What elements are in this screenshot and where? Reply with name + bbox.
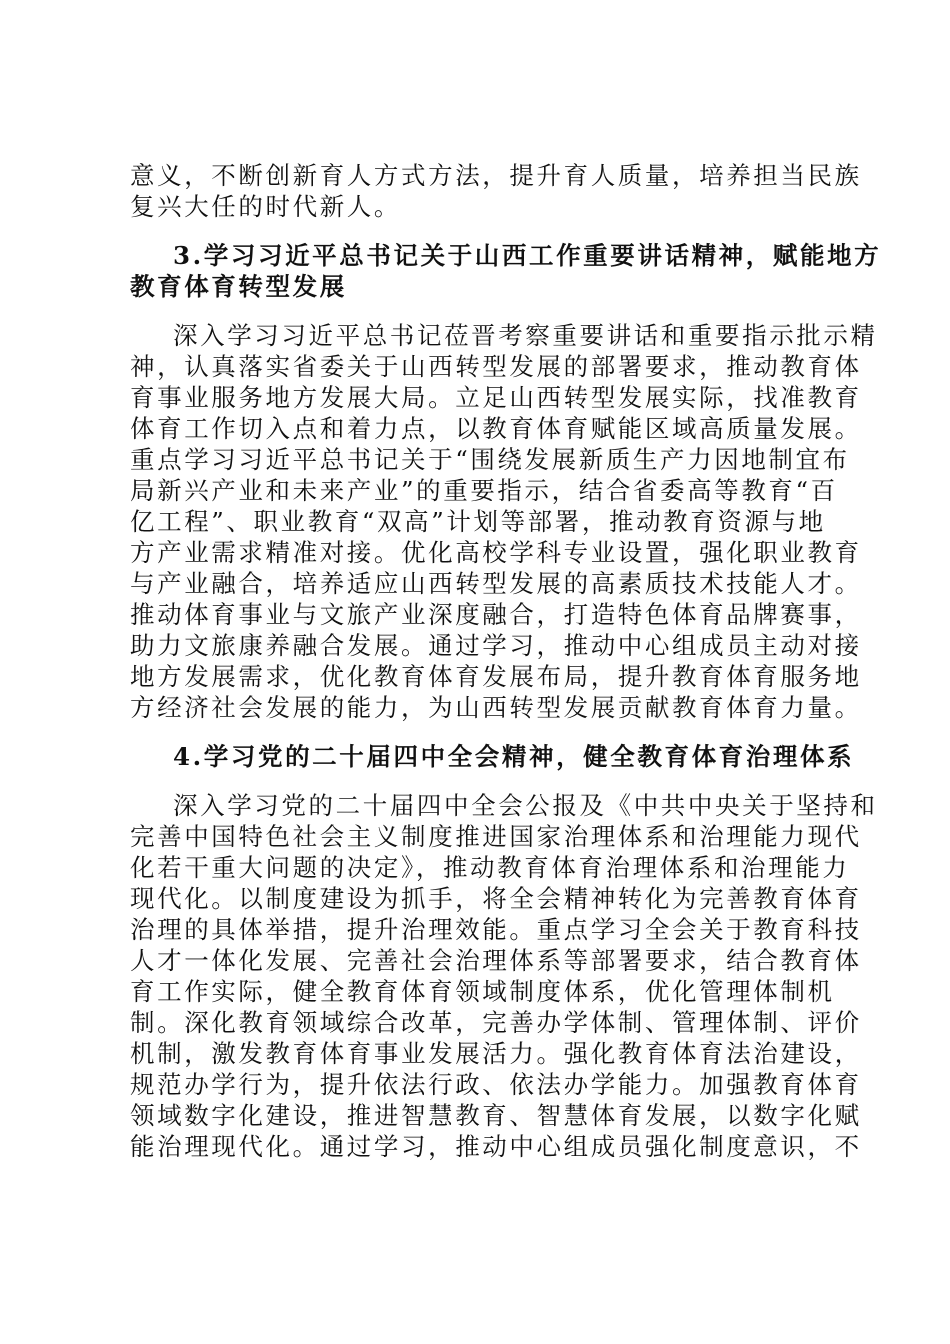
text-line: 方产业需求精准对接。优化高校学科专业设置，强化职业教育	[130, 538, 862, 567]
paragraph-continuation	[130, 160, 862, 222]
text-line: 神，认真落实省委关于山西转型发展的部署要求，推动教育体	[130, 352, 862, 381]
text-line: 育事业服务地方发展大局。立足山西转型发展实际，找准教育	[130, 383, 862, 412]
text-line: 体育工作切入点和着力点，以教育体育赋能区域高质量发展。	[130, 414, 862, 443]
text-line: 化若干重大问题的决定》，推动教育体育治理体系和治理能力	[130, 853, 850, 882]
text-line: 领域数字化建设，推进智慧教育、智慧体育发展，以数字化赋	[130, 1101, 862, 1130]
section-heading-4	[130, 741, 855, 772]
text-line: 完善中国特色社会主义制度推进国家治理体系和治理能力现代	[130, 822, 862, 851]
text-line: 能治理现代化。通过学习，推动中心组成员强化制度意识，不	[130, 1132, 862, 1161]
text-line: 制。深化教育领域综合改革，完善办学体制、管理体制、评价	[130, 1008, 862, 1037]
text-line: 人才一体化发展、完善社会治理体系等部署要求，结合教育体	[130, 946, 862, 975]
text-line: 育工作实际，健全教育体育领域制度体系，优化管理体制机	[130, 977, 835, 1006]
text-line: 重点学习习近平总书记关于“围绕发展新质生产力因地制宜布	[130, 445, 850, 474]
text-line: 现代化。以制度建设为抓手，将全会精神转化为完善教育体育	[130, 884, 862, 913]
document-page	[130, 160, 882, 1162]
section-heading-3	[130, 240, 882, 302]
text-line: 深入学习习近平总书记莅晋考察重要讲话和重要指示批示精	[173, 321, 878, 350]
text-line: 复兴大任的时代新人。	[130, 192, 401, 221]
text-line: 规范办学行为，提升依法行政、依法办学能力。加强教育体育	[130, 1070, 862, 1099]
text-line: 机制，激发教育体育事业发展活力。强化教育体育法治建设，	[130, 1039, 862, 1068]
text-line: 地方发展需求，优化教育体育发展布局，提升教育体育服务地	[130, 662, 862, 691]
text-line: 局新兴产业和未来产业”的重要指示，结合省委高等教育“百	[130, 476, 838, 505]
text-line: 深入学习党的二十届四中全会公报及《中共中央关于坚持和	[173, 791, 878, 820]
text-line: 亿工程”、职业教育“双高”计划等部署，推动教育资源与地	[130, 507, 826, 536]
heading-line: 3.学习习近平总书记关于山西工作重要讲话精神，赋能地方	[173, 241, 882, 270]
text-line: 推动体育事业与文旅产业深度融合，打造特色体育品牌赛事，	[130, 600, 862, 629]
heading-line: 4.学习党的二十届四中全会精神，健全教育体育治理体系	[173, 742, 855, 771]
text-line: 方经济社会发展的能力，为山西转型发展贡献教育体育力量。	[130, 693, 862, 722]
heading-line: 教育体育转型发展	[130, 272, 347, 301]
text-line: 助力文旅康养融合发展。通过学习，推动中心组成员主动对接	[130, 631, 862, 660]
text-line: 与产业融合，培养适应山西转型发展的高素质技术技能人才。	[130, 569, 862, 598]
text-line: 意义，不断创新育人方式方法，提升育人质量，培养担当民族	[130, 161, 862, 190]
paragraph-section-3	[130, 320, 878, 723]
paragraph-section-4	[130, 790, 878, 1162]
text-line: 治理的具体举措，提升治理效能。重点学习全会关于教育科技	[130, 915, 862, 944]
